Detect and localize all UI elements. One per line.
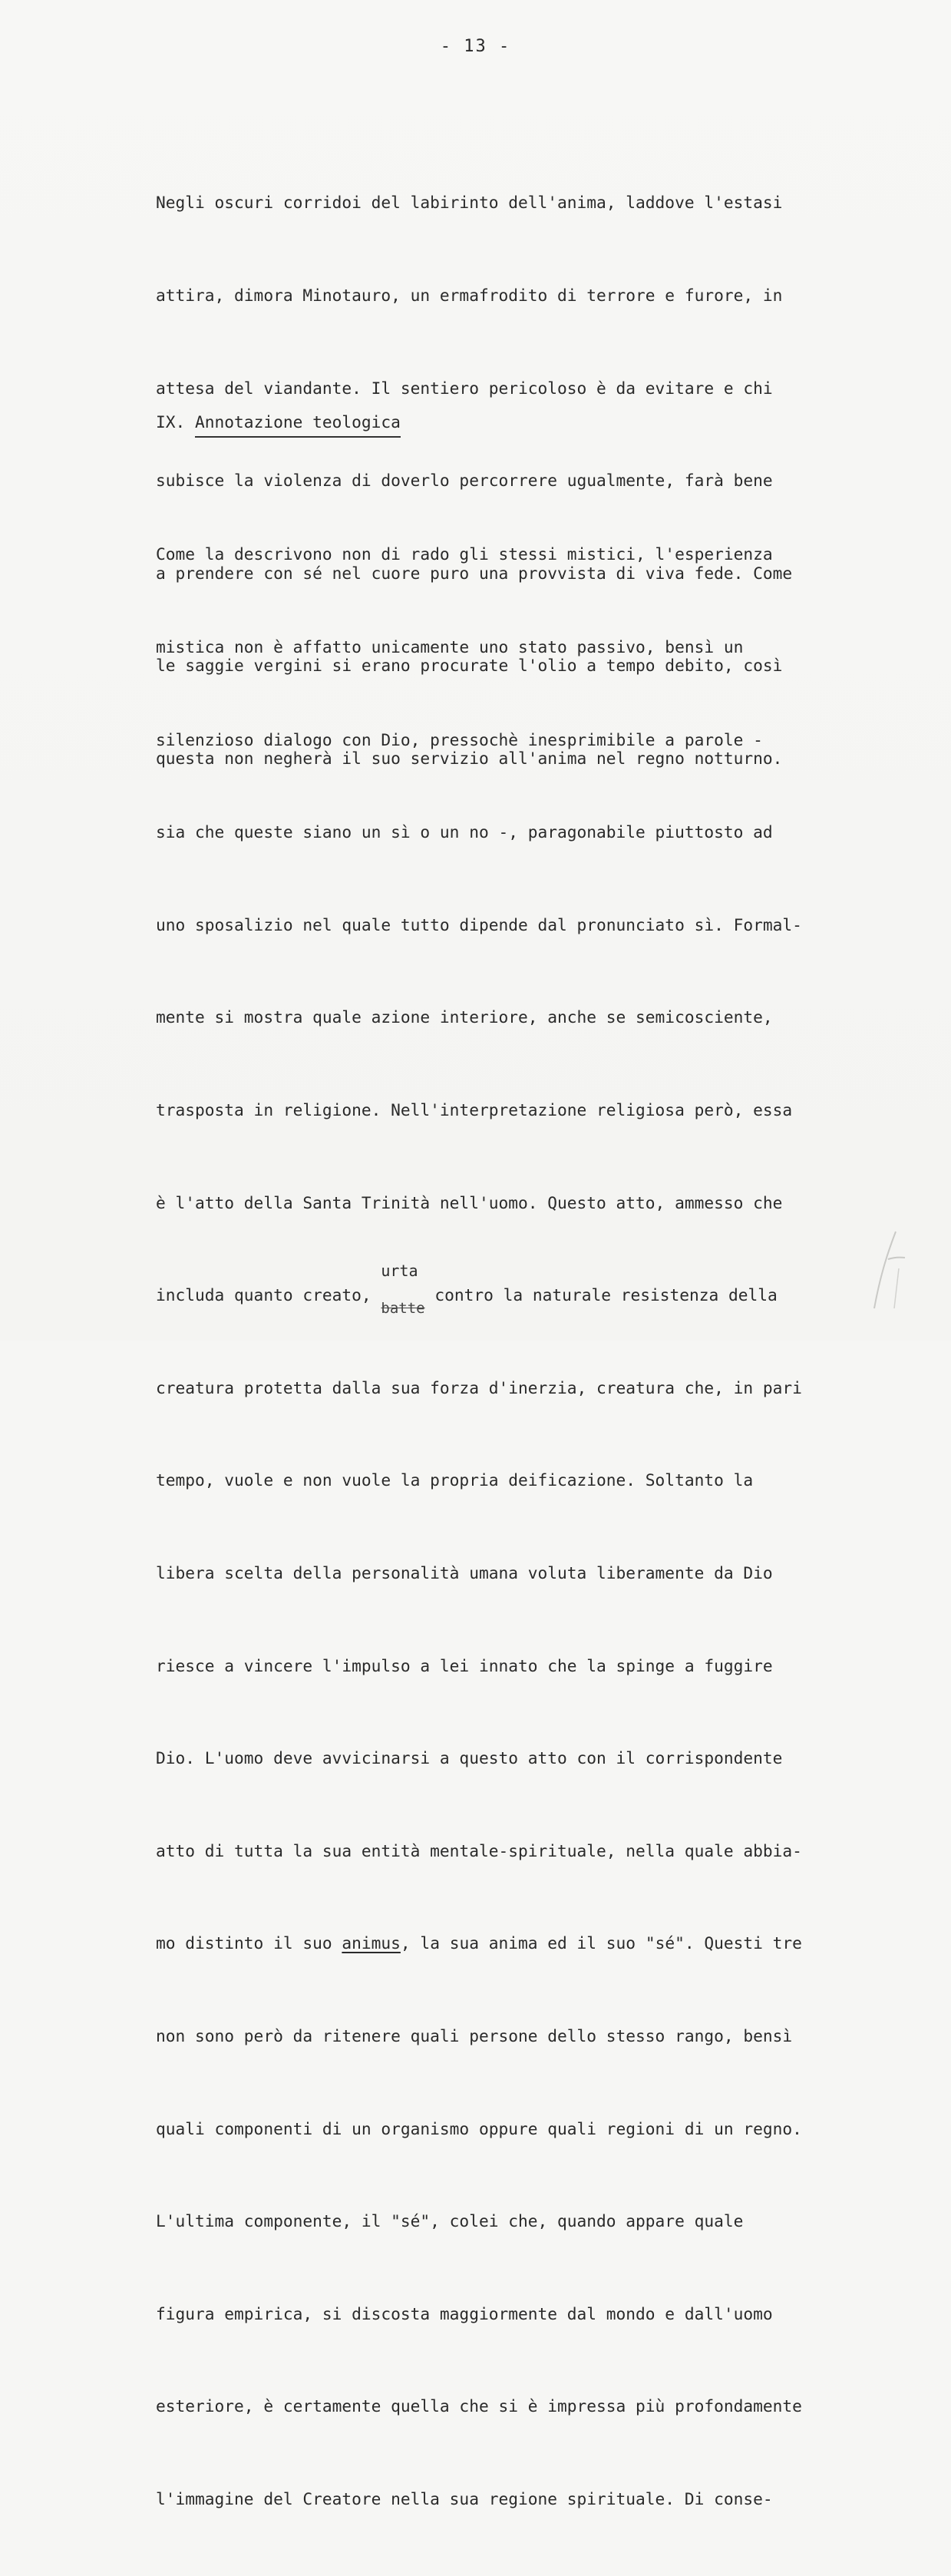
text-fragment: contro la naturale resistenza della <box>424 1285 778 1305</box>
inserted-word: urta <box>381 1262 418 1281</box>
text-line: Negli oscuri corridoi del labirinto dell'anima, laddove l'estasi <box>156 193 783 213</box>
correction-line <box>156 1262 908 1318</box>
text-line: mistica non è affatto unicamente uno stato passivo, bensì un <box>156 637 744 656</box>
text-line: figura empirica, si discosta maggiormente dal mondo e dall'uomo <box>156 2303 773 2323</box>
text-line: l'immagine del Creatore nella sua regione spirituale. Di conse- <box>156 2488 773 2508</box>
text-line: quali componenti di un organismo oppure quali regioni di un regno. <box>156 2118 802 2138</box>
text-fragment: mo distinto il suo <box>156 1933 342 1953</box>
text-line: trasposta in religione. Nell'interpretazione religiosa però, essa <box>156 1100 793 1119</box>
text-line: tempo, vuole e non vuole la propria deificazione. Soltanto la <box>156 1470 754 1490</box>
struck-word: batte <box>381 1300 425 1318</box>
text-line: questa non negherà il suo servizio all'anima nel regno notturno. <box>156 748 783 768</box>
text-line: è l'atto della Santa Trinità nell'uomo. Questo atto, ammesso che <box>156 1192 783 1212</box>
text-line: sia che queste siano un sì o un no -, paragonabile piuttosto ad <box>156 822 773 842</box>
section-number: IX. <box>156 412 196 432</box>
text-line: uno sposalizio nel quale tutto dipende dal pronunciato sì. Formal- <box>156 914 802 934</box>
section-title: Annotazione teologica <box>195 410 401 438</box>
text-line: a prendere con sé nel cuore puro una provvista di viva fede. Come <box>156 563 793 583</box>
text-line: le saggie vergini si erano procurate l'olio a tempo debito, così <box>156 656 783 676</box>
text-line: subisce la violenza di doverlo percorrere ugualmente, farà bene <box>156 471 773 491</box>
text-line: libera scelta della personalità umana voluta liberamente da Dio <box>156 1562 773 1582</box>
text-line: Dio. L'uomo deve avvicinarsi a questo atto con il corrispondente <box>156 1748 783 1768</box>
text-line: L'ultima componente, il "sé", colei che, quando appare quale <box>156 2211 744 2231</box>
text-line: riesce a vincere l'impulso a lei innato che la spinge a fuggire <box>156 1655 773 1675</box>
text-line: silenzioso dialogo con Dio, pressochè inesprimibile a parole - <box>156 729 763 749</box>
text-line: attesa del viandante. Il sentiero pericoloso è da evitare e chi <box>156 378 773 398</box>
pencil-mark-icon <box>865 1228 911 1313</box>
text-line: creatura protetta dalla sua forza d'inerzia, creatura che, in pari <box>156 1377 802 1397</box>
section-heading <box>156 407 401 438</box>
text-line: mente si mostra quale azione interiore, anche se semicosciente, <box>156 1007 773 1027</box>
underlined-word: animus <box>342 1933 401 1953</box>
text-line: attira, dimora Minotauro, un ermafrodito di terrore e furore, in <box>156 286 783 305</box>
paragraph-theological-note <box>156 478 908 2576</box>
text-line: atto di tutta la sua entità mentale-spirituale, nella quale abbia- <box>156 1840 802 1860</box>
text-line: esteriore, è certamente quella che si è impressa più profondamente <box>156 2396 802 2416</box>
text-fragment: includa quanto creato, <box>156 1285 381 1305</box>
text-fragment: , la sua anima ed il suo "sé". Questi tre <box>400 1933 802 1953</box>
text-line: non sono però da ritenere quali persone dello stesso rango, bensì <box>156 2025 793 2045</box>
text-line: Come la descrivono non di rado gli stessi mistici, l'esperienza <box>156 544 773 564</box>
animus-line <box>156 1928 908 1959</box>
typed-correction <box>381 1262 425 1318</box>
page-number: - 13 - <box>440 37 511 56</box>
